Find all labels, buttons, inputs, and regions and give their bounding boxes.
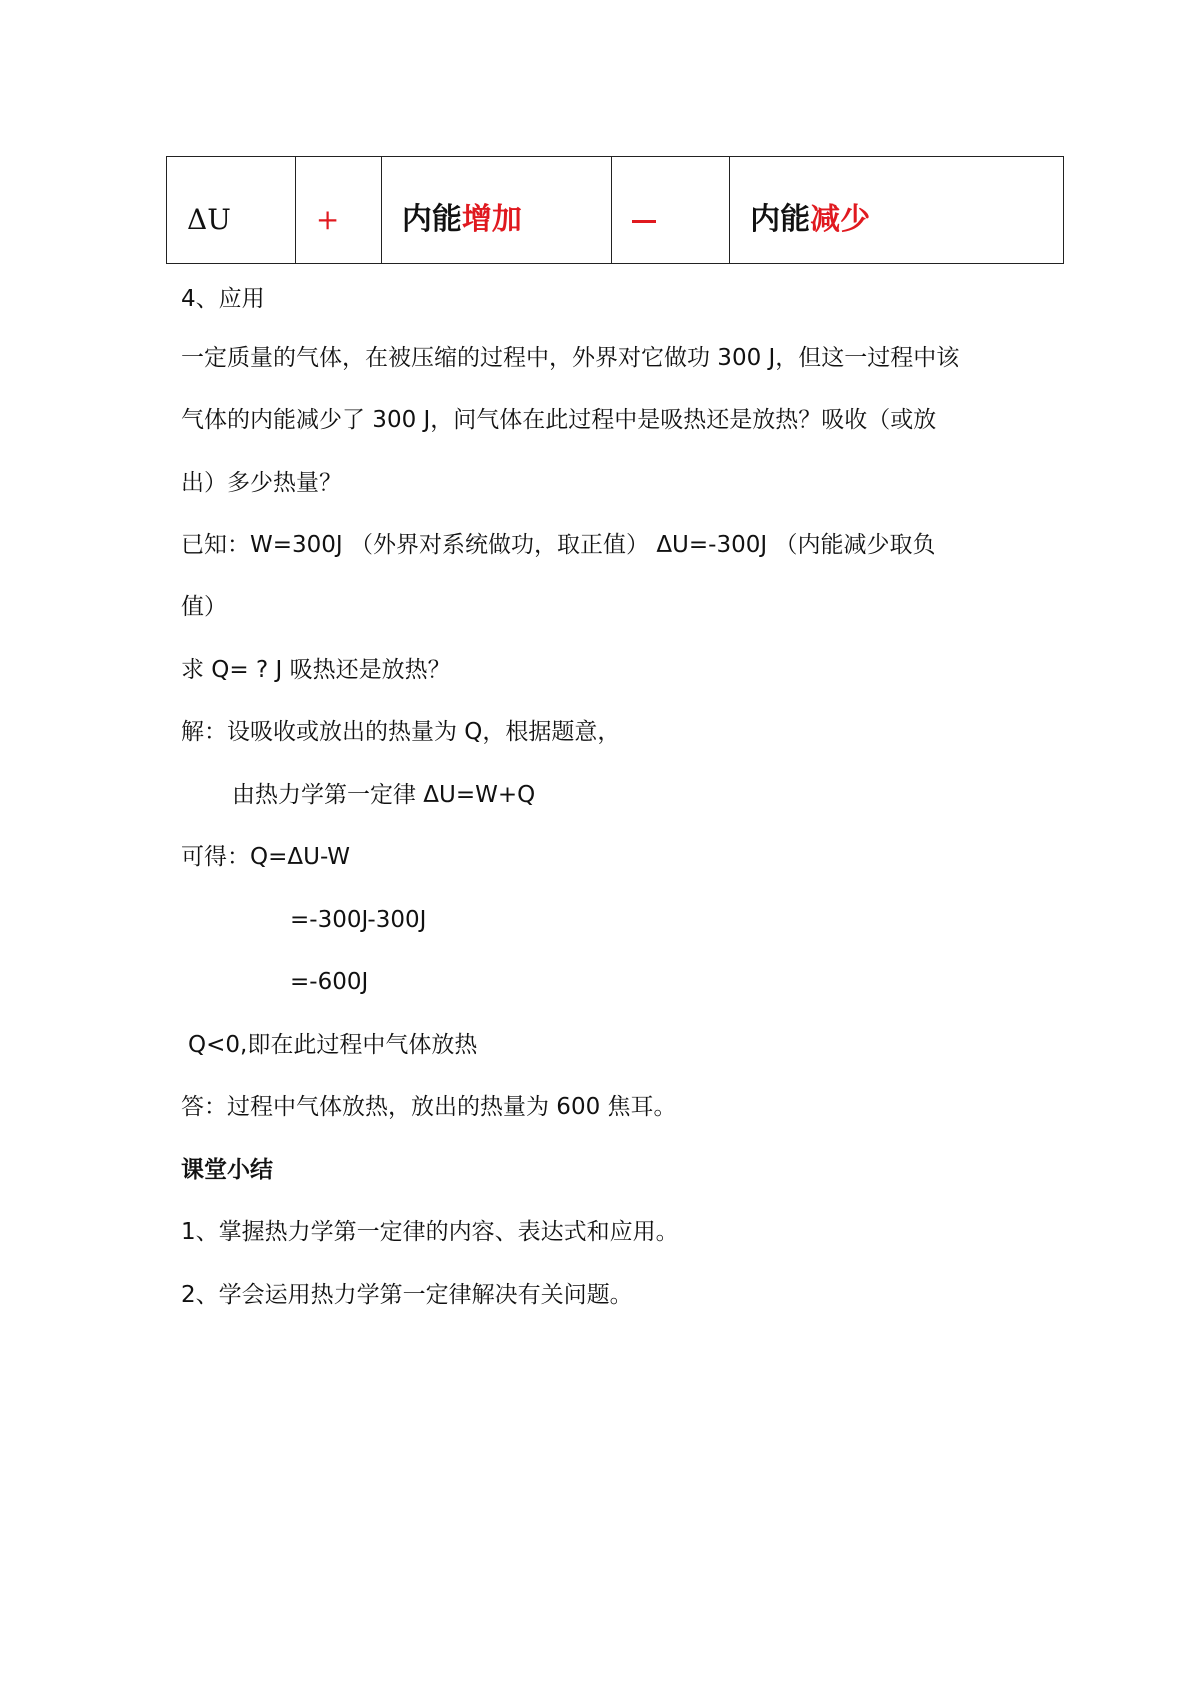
problem-line-3: 出）多少热量？: [181, 470, 342, 496]
table-cell-symbol: [167, 157, 296, 264]
increase-text: [402, 185, 522, 235]
summary-item-2: 2、学会运用热力学第一定律解决有关问题。: [181, 1282, 633, 1308]
delta-u-symbol: ΔU: [187, 202, 231, 236]
derivation-step-1: 可得：Q=ΔU-W: [181, 844, 351, 870]
minus-sign: [632, 185, 656, 235]
increase-emphasis: 增加: [461, 202, 522, 237]
sign-convention-table: [166, 156, 1064, 264]
problem-line-2: 气体的内能减少了 300 J，问气体在此过程中是吸热还是放热？吸收（或放: [181, 407, 937, 433]
application-heading: 4、应用: [181, 286, 265, 312]
solution-law: 由热力学第一定律 ΔU=W+Q: [232, 782, 536, 808]
plus-sign: +: [315, 202, 340, 236]
solution-intro: 解：设吸收或放出的热量为 Q，根据题意，: [181, 719, 621, 745]
table-cell-increase: [381, 157, 611, 264]
table-cell-positive-sign: [295, 157, 381, 264]
decrease-emphasis: 减少: [810, 202, 871, 237]
problem-line-1: 一定质量的气体，在被压缩的过程中，外界对它做功 300 J，但这一过程中该: [181, 345, 960, 371]
internal-energy-label: 内能: [401, 202, 462, 237]
summary-heading: 课堂小结: [181, 1157, 273, 1183]
answer-line: 答：过程中气体放热，放出的热量为 600 焦耳。: [181, 1094, 677, 1120]
table-cell-negative-sign: [612, 157, 730, 264]
find-line: 求 Q= ? J 吸热还是放热？: [181, 657, 451, 683]
given-line-1: 已知：W=300J （外界对系统做功，取正值） ΔU=-300J （内能减少取负: [181, 532, 936, 558]
internal-energy-label: 内能: [750, 202, 811, 237]
table-row: [167, 157, 1064, 264]
decrease-text: [750, 185, 870, 235]
derivation-step-2: =-300J-300J: [290, 907, 427, 933]
table-cell-decrease: [730, 157, 1064, 264]
conclusion-line: Q<0,即在此过程中气体放热: [188, 1032, 478, 1058]
given-line-2: 值）: [181, 594, 227, 620]
derivation-step-3: =-600J: [290, 969, 369, 995]
summary-item-1: 1、掌握热力学第一定律的内容、表达式和应用。: [181, 1219, 679, 1245]
minus-sign-mark: [632, 220, 656, 223]
